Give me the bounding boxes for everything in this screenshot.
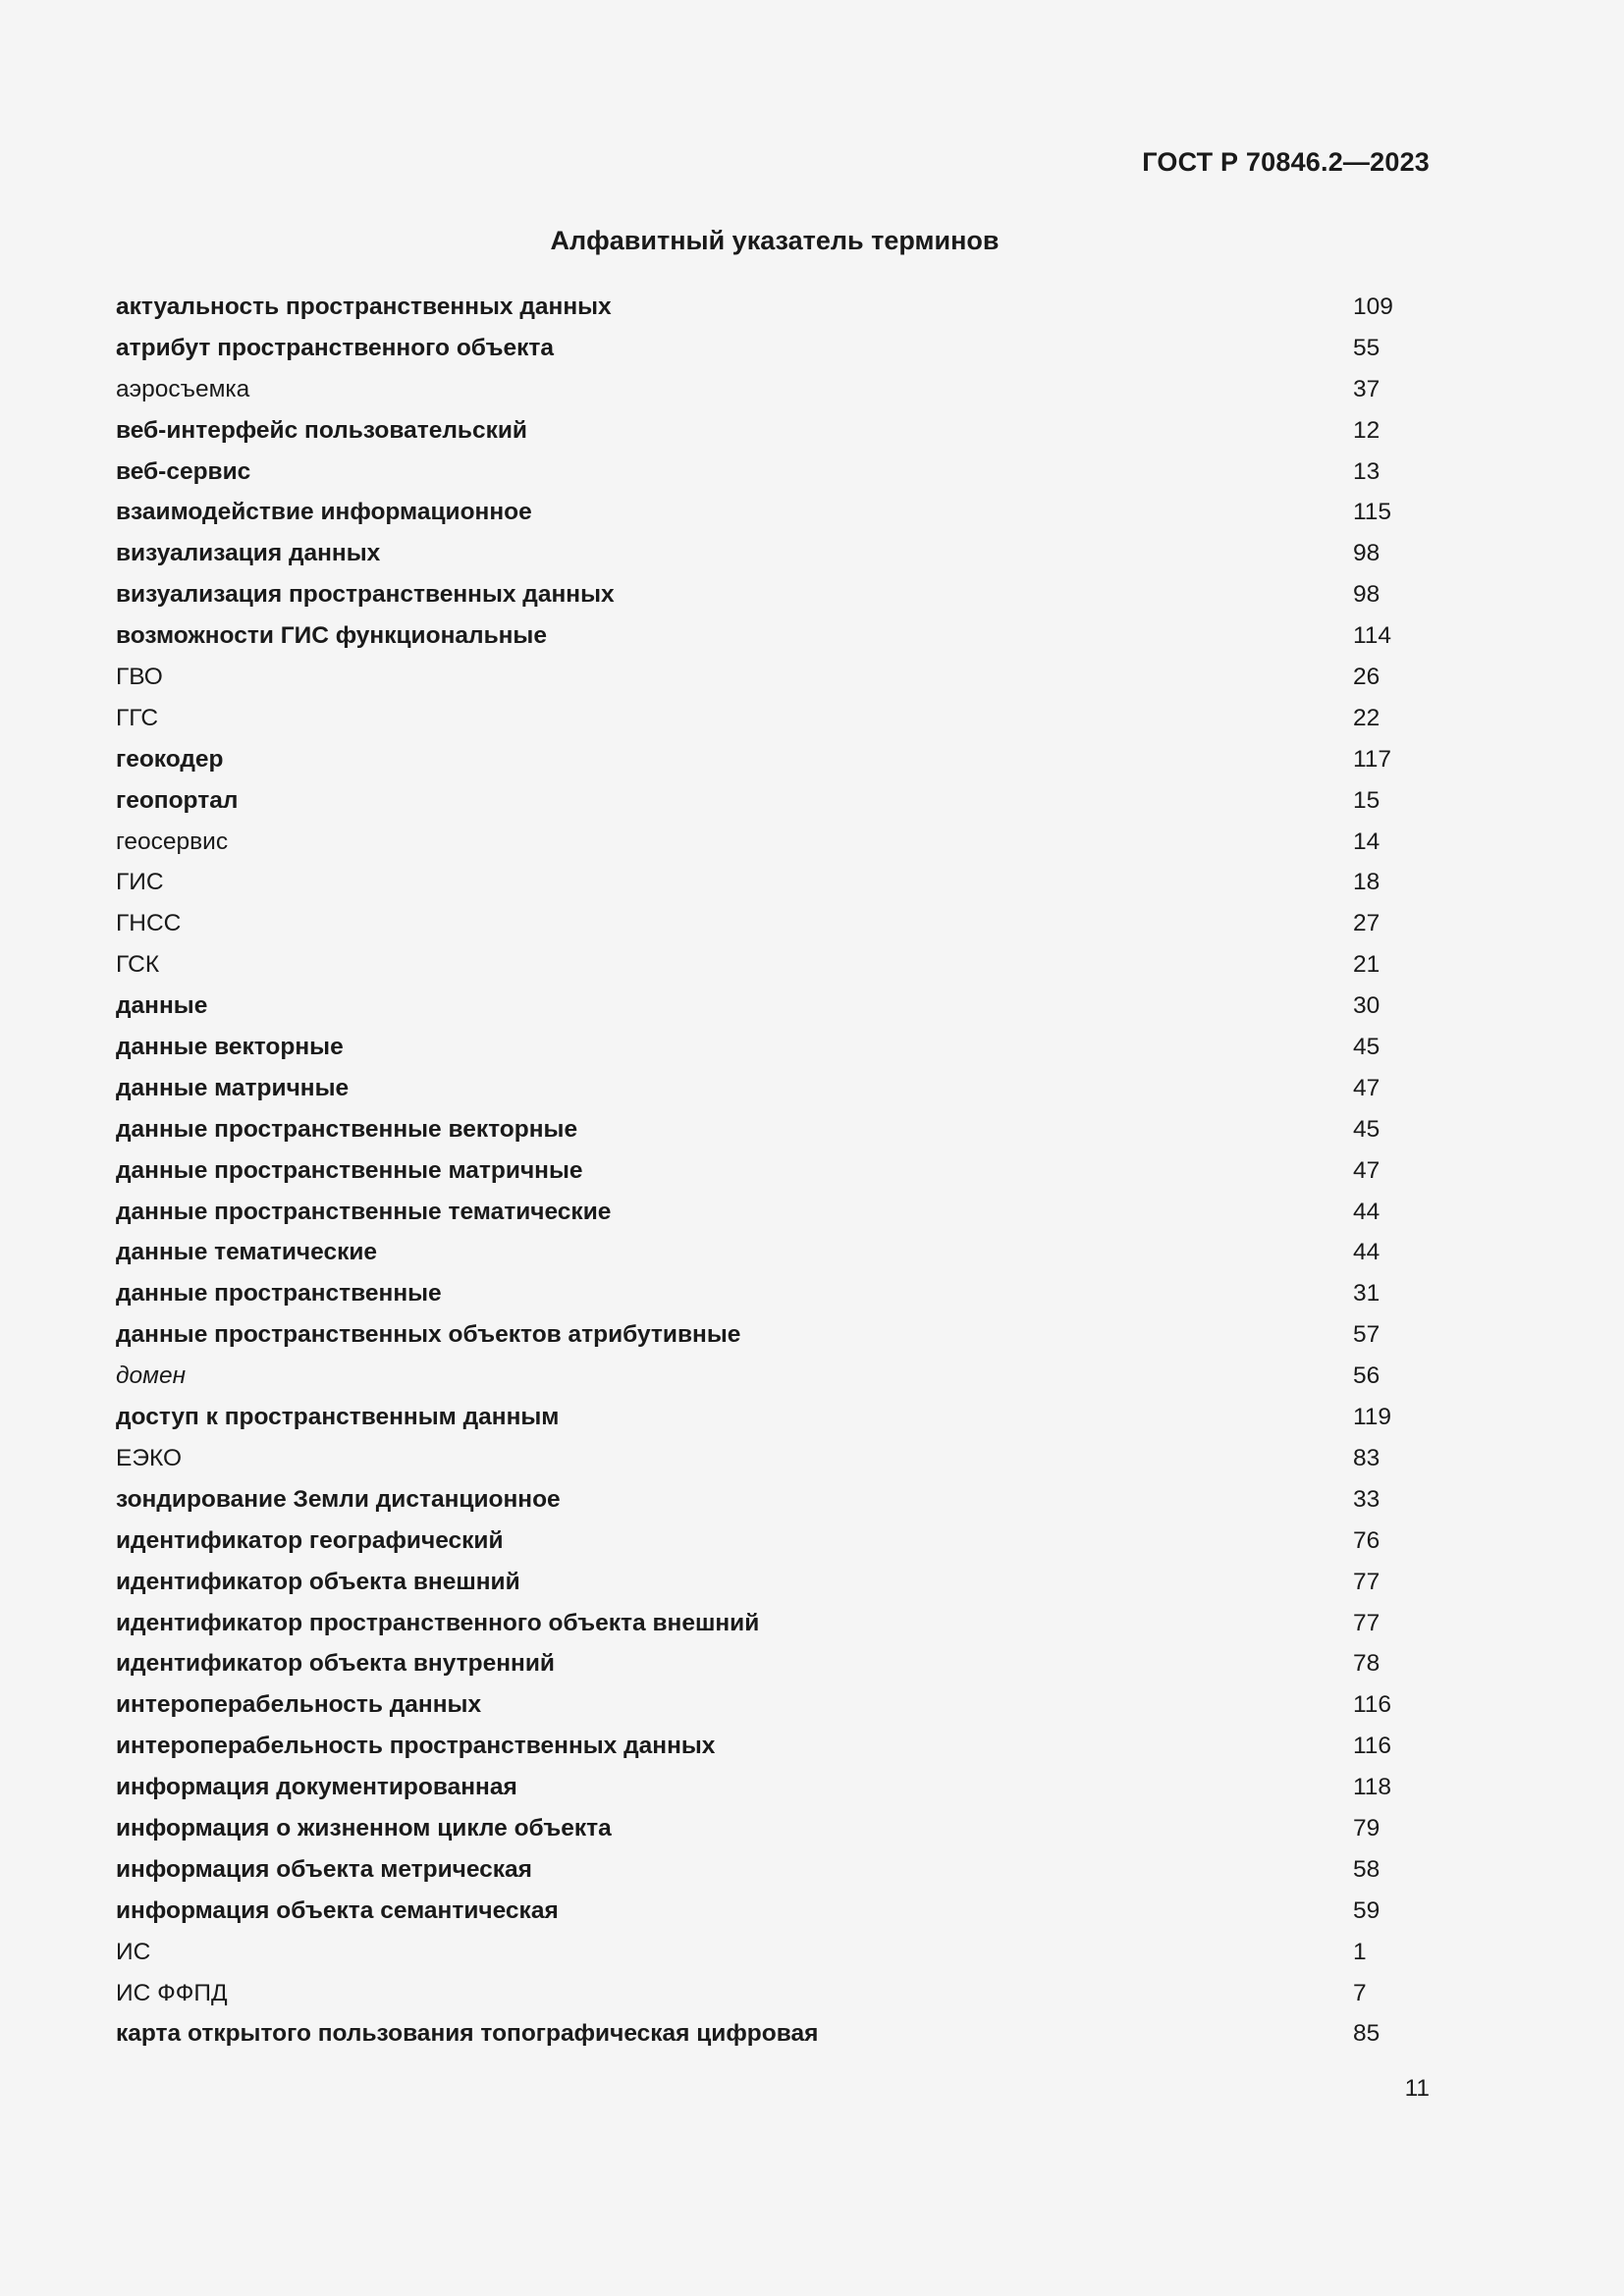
index-entry [116,1438,1432,1479]
index-term: визуализация пространственных данных [116,581,615,609]
index-term: ГГС [116,704,159,731]
index-term-number: 27 [1353,910,1380,937]
index-term-number: 85 [1353,2020,1380,2048]
index-term-number: 58 [1353,1855,1380,1883]
index-entry [116,1150,1432,1192]
index-entry [116,574,1432,615]
index-term-number: 45 [1353,1034,1380,1061]
index-term: карта открытого пользования топографическая цифровая [116,2020,819,2048]
index-entry [116,1314,1432,1356]
index-term-number: 59 [1353,1896,1380,1924]
index-term: информация объекта семантическая [116,1896,559,1924]
index-term: данные пространственных объектов атрибутивные [116,1321,741,1349]
index-term-number: 115 [1353,499,1392,526]
index-term: интероперабельность данных [116,1691,482,1719]
index-entry [116,1808,1432,1849]
index-entry [116,328,1432,369]
index-term-number: 55 [1353,334,1380,361]
index-term-number: 118 [1353,1774,1392,1801]
index-entry [116,1068,1432,1109]
document-id: ГОСТ Р 70846.2—2023 [1142,147,1430,177]
index-entry [116,1849,1432,1891]
index-term-number: 7 [1353,1979,1367,2006]
index-term: данные пространственные тематические [116,1198,612,1225]
index-term: веб-интерфейс пользовательский [116,416,527,444]
index-term: возможности ГИС функциональные [116,622,547,650]
index-term: идентификатор пространственного объекта внешний [116,1609,760,1636]
index-term-number: 78 [1353,1650,1380,1678]
index-entry [116,1027,1432,1068]
index-entry [116,1932,1432,1973]
index-term-number: 57 [1353,1321,1380,1349]
index-entry [116,369,1432,410]
index-entry [116,492,1432,533]
index-term: ИС ФФПД [116,1979,228,2006]
index-entry [116,1603,1432,1644]
index-entry [116,1479,1432,1521]
index-term: актуальность пространственных данных [116,294,612,320]
index-term: ИС [116,1938,151,1965]
index-term-number: 13 [1353,457,1380,485]
index-term: данные пространственные матричные [116,1156,583,1184]
index-term: ГВО [116,664,163,691]
index-entry [116,1562,1432,1603]
index-term-number: 77 [1353,1568,1380,1595]
index-term-number: 26 [1353,664,1380,691]
index-entry [116,1767,1432,1808]
index-entry [116,1643,1432,1684]
index-entry [116,862,1432,903]
index-term-number: 12 [1353,416,1380,444]
index-entry [116,615,1432,657]
index-term: атрибут пространственного объекта [116,334,554,361]
index-entry [116,533,1432,574]
index-term: информация о жизненном цикле объекта [116,1814,612,1842]
index-term-number: 98 [1353,540,1380,567]
page-title: Алфавитный указатель терминов [550,226,1000,255]
index-entry [116,1397,1432,1438]
index-term: геопортал [116,786,239,814]
index-entry [116,903,1432,944]
index-term: визуализация данных [116,540,381,567]
term-index [116,287,1432,2055]
index-entry [116,657,1432,698]
index-term-number: 33 [1353,1485,1380,1513]
index-term-number: 1 [1353,1938,1367,1965]
index-term-number: 45 [1353,1115,1380,1143]
index-entry [116,1684,1432,1726]
index-term: веб-сервис [116,457,251,485]
index-term-number: 119 [1353,1404,1392,1431]
index-entry [116,698,1432,739]
index-term: данные векторные [116,1034,344,1061]
index-term-number: 44 [1353,1239,1380,1266]
index-term: информация объекта метрическая [116,1855,532,1883]
index-term-number: 37 [1353,375,1380,402]
index-entry [116,1192,1432,1233]
index-entry [116,287,1432,328]
index-entry [116,410,1432,452]
index-term: информация документированная [116,1774,517,1801]
page-number: 11 [1404,2075,1430,2102]
index-term-number: 15 [1353,786,1380,814]
index-term: данные тематические [116,1239,378,1266]
index-term-number: 98 [1353,581,1380,609]
index-entry [116,452,1432,493]
index-term-number: 44 [1353,1198,1380,1225]
index-entry [116,1232,1432,1273]
index-entry [116,1109,1432,1150]
index-term-number: 79 [1353,1814,1380,1842]
index-term-number: 22 [1353,704,1380,731]
index-entry [116,739,1432,780]
index-term: идентификатор объекта внутренний [116,1650,555,1678]
index-term-number: 47 [1353,1074,1380,1101]
index-term: аэросъемка [116,375,250,402]
index-term: данные [116,992,208,1020]
index-term: зондирование Земли дистанционное [116,1485,561,1513]
index-term-number: 117 [1353,745,1392,773]
index-entry [116,1973,1432,2014]
index-term: ГИС [116,869,164,896]
index-term: доступ к пространственным данным [116,1404,560,1431]
index-entry [116,1356,1432,1397]
index-entry [116,1891,1432,1932]
index-term-number: 83 [1353,1444,1380,1471]
index-term-number: 77 [1353,1609,1380,1636]
index-entry [116,1273,1432,1314]
index-term-number: 31 [1353,1280,1380,1308]
index-term: геокодер [116,745,224,773]
index-entry [116,944,1432,986]
index-term-number: 47 [1353,1156,1380,1184]
index-term-number: 56 [1353,1362,1380,1390]
index-term-number: 76 [1353,1526,1380,1554]
index-term-number: 14 [1353,828,1380,855]
index-entry [116,986,1432,1027]
index-term-number: 114 [1353,622,1392,650]
index-term: ГСК [116,951,160,979]
index-entry [116,2013,1432,2055]
index-term: данные пространственные векторные [116,1115,578,1143]
index-term: идентификатор объекта внешний [116,1568,520,1595]
index-term: данные пространственные [116,1280,442,1308]
index-term-number: 18 [1353,869,1380,896]
index-entry [116,822,1432,863]
index-term-number: 21 [1353,951,1380,979]
index-term-number: 30 [1353,992,1380,1020]
index-term: ГНСС [116,910,182,937]
index-term: геосервис [116,828,229,855]
index-term-number: 116 [1353,1691,1392,1719]
index-term-number: 116 [1353,1733,1392,1760]
index-entry [116,780,1432,822]
index-term: данные матричные [116,1074,350,1101]
index-term: интероперабельность пространственных данных [116,1733,716,1760]
index-term: ЕЭКО [116,1444,183,1471]
index-term: взаимодействие информационное [116,499,532,526]
index-term: домен [116,1362,187,1390]
index-term-number: 109 [1353,294,1393,320]
index-term: идентификатор географический [116,1526,504,1554]
index-entry [116,1726,1432,1767]
index-entry [116,1521,1432,1562]
